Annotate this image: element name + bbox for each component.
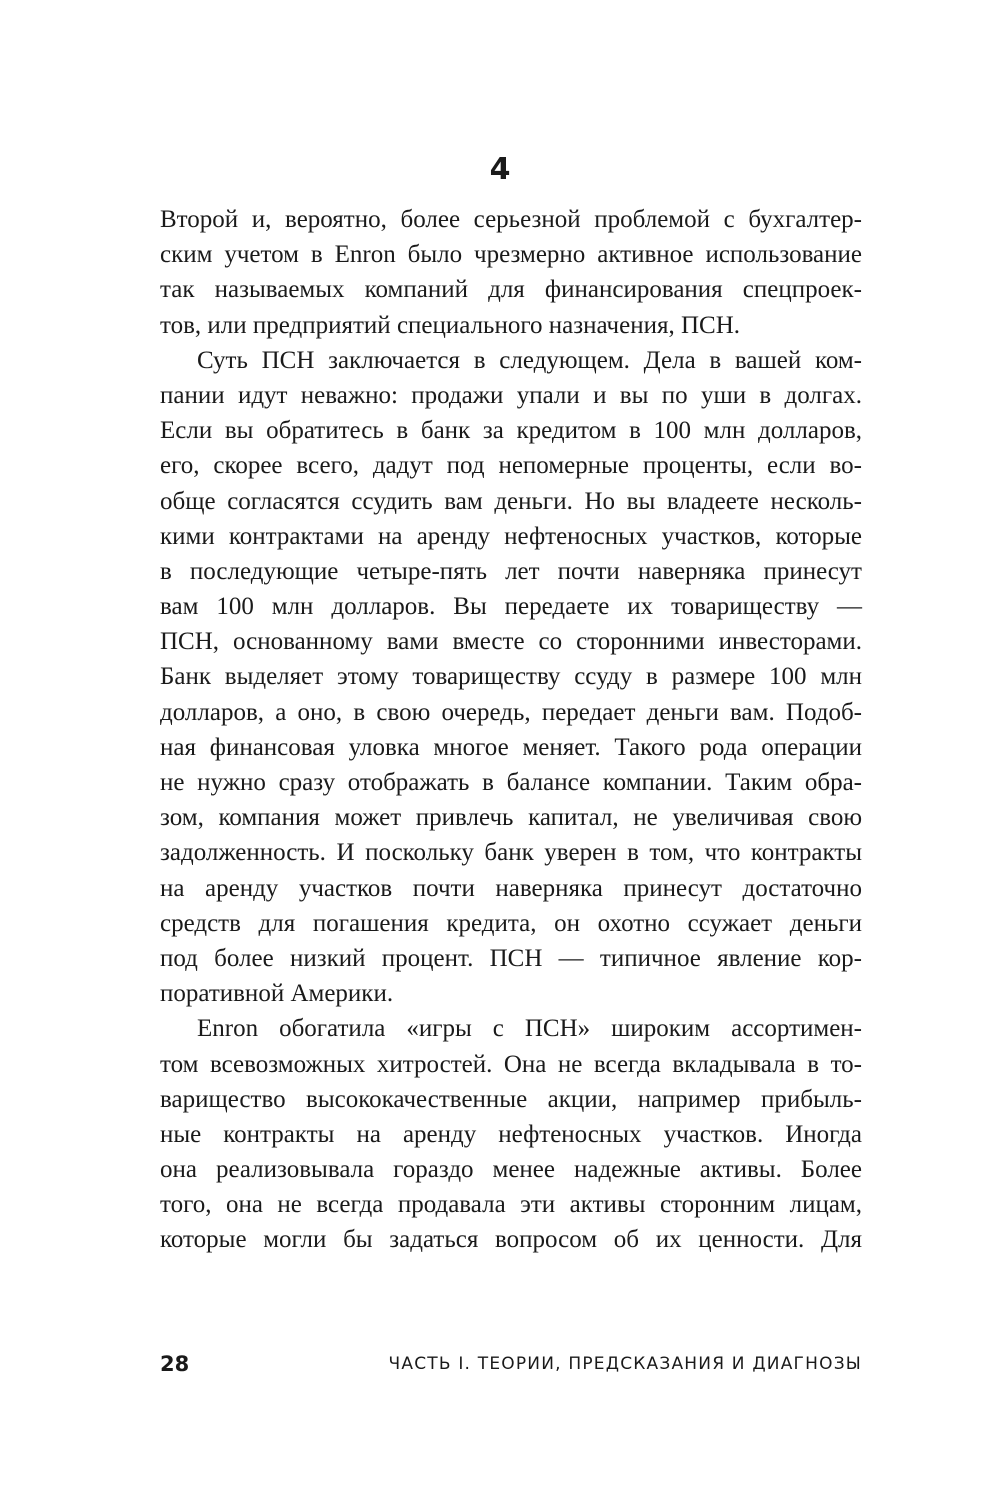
text-line: Суть ПСН заключается в следующем. Дела в вашей ком- [197, 346, 862, 374]
text-line: зом, компания может привлечь капитал, не увеличивая свою [160, 804, 862, 832]
text-line: кими контрактами на аренду нефтеносных участков, которые [160, 522, 862, 550]
text-line: того, она не всегда продавала эти активы сторонним лицам, [160, 1191, 862, 1219]
page-number: 28 [160, 1352, 190, 1376]
text-line: средств для погашения кредита, он охотно ссужает деньги [160, 909, 862, 937]
text-line: тов, или предприятий специального назначения, ПСН. [160, 311, 741, 339]
page-footer [160, 1349, 862, 1379]
running-head: ЧАСТЬ I. ТЕОРИИ, ПРЕДСКАЗАНИЯ И ДИАГНОЗЫ [388, 1354, 862, 1374]
body-text [160, 202, 862, 1258]
text-line: так называемых компаний для финансирования спецпроек- [160, 276, 862, 304]
text-line: ные контракты на аренду нефтеносных участков. Иногда [160, 1120, 862, 1148]
text-line: его, скорее всего, дадут под непомерные проценты, если во- [160, 452, 862, 480]
text-line: долларов, а оно, в свою очередь, передает деньги вам. Подоб- [160, 698, 862, 726]
text-line: Enron обогатила «игры с ПСН» широким ассортимен- [197, 1015, 862, 1043]
section-number: 4 [489, 152, 511, 187]
text-line: на аренду участков почти наверняка принесут достаточно [160, 874, 862, 902]
text-line: Если вы обратитесь в банк за кредитом в 100 млн долларов, [160, 417, 862, 445]
text-line: обще согласятся ссудить вам деньги. Но вы владеете несколь- [160, 487, 862, 515]
text-line: ПСН, основанному вами вместе со сторонними инвесторами. [160, 628, 862, 656]
text-line: ная финансовая уловка многое меняет. Такого рода операции [160, 733, 862, 761]
text-line: варищество высококачественные акции, например прибыль- [160, 1085, 862, 1113]
text-line: пании идут неважно: продажи упали и вы по уши в долгах. [160, 381, 862, 409]
text-line: вам 100 млн долларов. Вы передаете их товариществу — [160, 593, 862, 621]
text-line: задолженность. И поскольку банк уверен в том, что контракты [160, 839, 862, 867]
text-line: которые могли бы задаться вопросом об их ценности. Для [160, 1226, 862, 1254]
text-line: она реализовывала гораздо менее надежные активы. Более [160, 1156, 862, 1184]
text-line: под более низкий процент. ПСН — типичное явление кор- [160, 944, 862, 972]
text-line: не нужно сразу отображать в балансе компании. Таким обра- [160, 769, 862, 796]
text-line: Второй и, вероятно, более серьезной проблемой с бухгалтер- [160, 206, 862, 233]
text-line: том всевозможных хитростей. Она не всегда вкладывала в то- [160, 1050, 862, 1078]
text-line: ским учетом в Enron было чрезмерно активное использование [160, 241, 862, 269]
text-line: поративной Америки. [160, 980, 394, 1008]
text-line: Банк выделяет этому товариществу ссуду в размере 100 млн [160, 663, 862, 691]
text-line: в последующие четыре-пять лет почти наверняка принесут [160, 557, 862, 585]
